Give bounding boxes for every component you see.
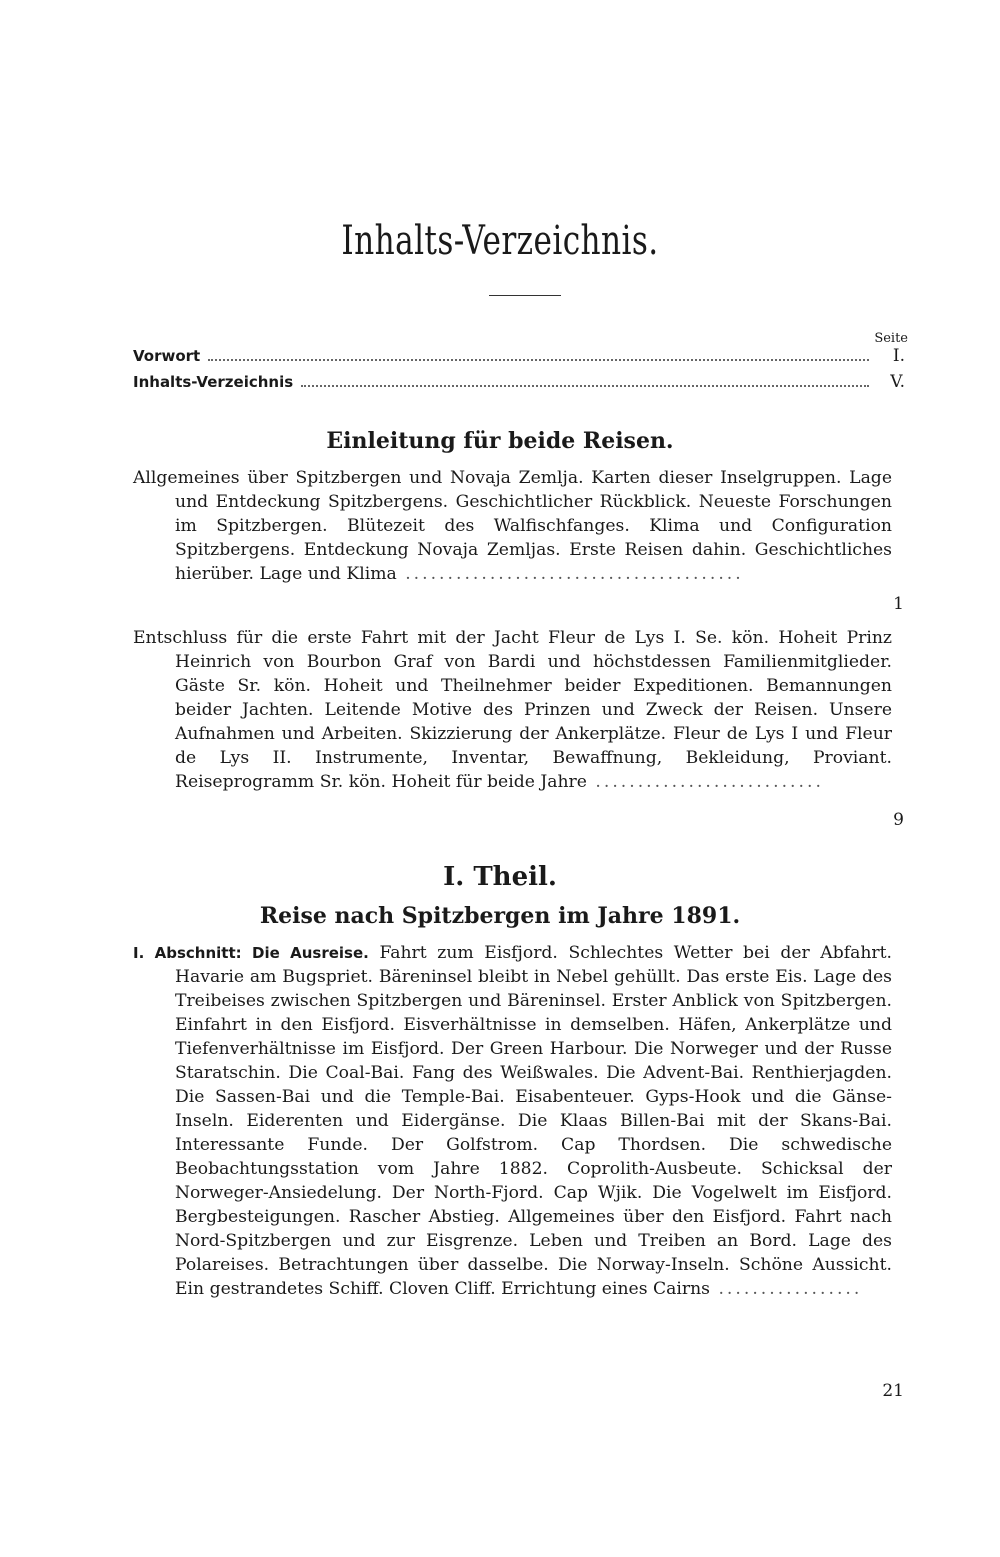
toc-page-number: 9 bbox=[893, 810, 904, 830]
entry-text: Entschluss für die erste Fahrt mit der Jacht Fleur de Lys I. Se. kön. Hoheit Prinz Heinrich von Bourbon Graf von Bardi und höchstdessen Familienmitglieder. Gäste Sr. kön. Hoheit und Theilnehmer beider Expeditionen. Bemannungen beider Jachten. Leitende Motive des Prinzen und Zweck der Reisen. Unsere Aufnahmen und Arbeiten. Skizzierung der Ankerplätze. Fleur de Lys I und Fleur de Lys II. Instrumente, Inventar, Bewaffnung, Bekleidung, Proviant. Reiseprogramm Sr. kön. Hoheit für beide Jahre bbox=[133, 628, 892, 792]
dot-leader bbox=[208, 359, 869, 361]
toc-entry-abschnitt-1[interactable] bbox=[133, 941, 892, 1301]
toc-page-number: V. bbox=[890, 372, 905, 392]
page-title: Inhalts-Verzeichnis. bbox=[341, 218, 659, 264]
dot-leader: ................. bbox=[710, 1279, 863, 1299]
dot-leader bbox=[301, 385, 869, 387]
page-column-label: Seite bbox=[874, 331, 908, 346]
section-heading-einleitung: Einleitung für beide Reisen. bbox=[326, 428, 674, 454]
toc-entry-einleitung-1[interactable] bbox=[133, 466, 892, 586]
toc-page-number: 1 bbox=[893, 594, 904, 614]
entry-lead: I. Abschnitt: Die Ausreise. bbox=[133, 944, 369, 962]
toc-page-number: 21 bbox=[882, 1381, 904, 1401]
dot-leader: ........................... bbox=[586, 772, 824, 792]
part-heading: I. Theil. bbox=[443, 862, 557, 892]
toc-entry-label: Inhalts-Verzeichnis bbox=[133, 373, 294, 391]
dot-leader: ........................................ bbox=[396, 564, 744, 584]
toc-entry-inhalts-verzeichnis[interactable] bbox=[133, 372, 905, 396]
toc-entry-einleitung-2[interactable] bbox=[133, 626, 892, 794]
toc-page-number: I. bbox=[892, 346, 905, 366]
entry-text: Allgemeines über Spitzbergen und Novaja Zemlja. Karten dieser Inselgruppen. Lage und Entdeckung Spitzbergens. Geschichtlicher Rückblick. Neueste Forschungen im Spitzbergen. Blütezeit des Walfischfanges. Klima und Configuration Spitzbergens. Entdeckung Novaja Zemljas. Erste Reisen dahin. Geschichtliches hierüber. Lage und Klima bbox=[133, 468, 892, 584]
toc-entry-vorwort[interactable] bbox=[133, 346, 905, 370]
part-subheading: Reise nach Spitzbergen im Jahre 1891. bbox=[259, 903, 741, 929]
title-divider bbox=[489, 295, 561, 296]
entry-text: Fahrt zum Eisfjord. Schlechtes Wetter bei der Abfahrt. Havarie am Bugspriet. Bäreninsel bleibt in Nebel gehüllt. Das erste Eis. Lage des Treibeises zwischen Spitzbergen und Bäreninsel. Erster Anblick von Spitzbergen. Einfahrt in den Eisfjord. Eisverhältnisse in demselben. Häfen, Ankerplätze und Tiefenverhältnisse im Eisfjord. Der Green Harbour. Die Norweger und der Russe Staratschin. Die Coal-Bai. Fang des Weißwales. Die Advent-Bai. Renthierjagden. Die Sassen-Bai und die Temple-Bai. Eisabenteuer. Gyps-Hook und die Gänse-Inseln. Eiderenten und Eidergänse. Die Klaas Billen-Bai mit der Skans-Bai. Interessante Funde. Der Golfstrom. Cap Thordsen. Die schwedische Beobachtungsstation vom Jahre 1882. Coprolith-Ausbeute. Schicksal der Norweger-Ansiedelung. Der North-Fjord. Cap Wjik. Die Vogelwelt im Eisfjord. Bergbesteigungen. Rascher Abstieg. Allgemeines über den Eisfjord. Fahrt nach Nord-Spitzbergen und zur Eisgrenze. Leben und Treiben an Bord. Lage des Polareises. Betrachtungen über dasselbe. Die Norway-Inseln. Schöne Aussicht. Ein gestrandetes Schiff. Cloven Cliff. Errichtung eines Cairns bbox=[175, 943, 892, 1299]
toc-entry-label: Vorwort bbox=[133, 347, 201, 365]
